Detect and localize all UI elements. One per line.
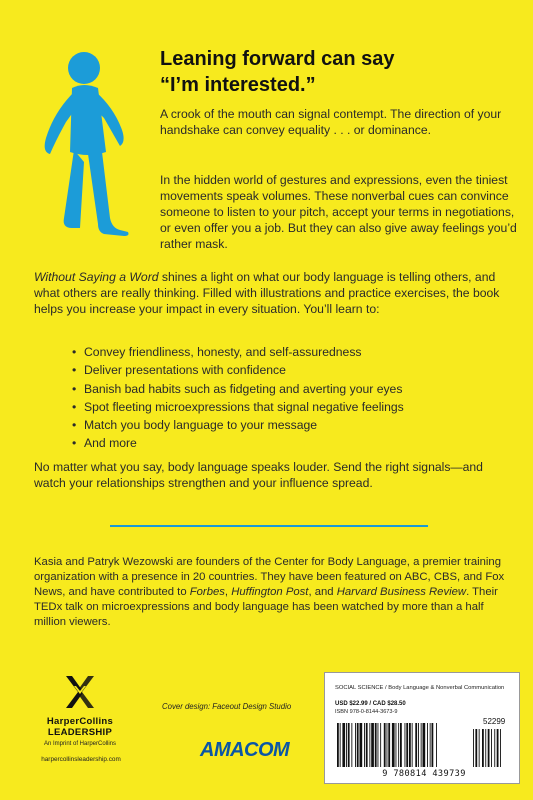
amacom-logo: AMACOM [200,739,290,761]
learning-list [72,343,512,453]
headline-line-1: Leaning forward can say [160,48,395,70]
publisher-name-line-2: LEADERSHIP [47,727,113,738]
list-item: • And more [72,434,512,452]
barcode-number: 9 780814 439739 [382,769,466,779]
list-item: • Deliver presentations with confidence [72,361,512,379]
barcode-price: USD $22.99 / CAD $28.50 [335,701,406,707]
headline-line-2: “I’m interested.” [160,74,316,96]
author-bio [34,555,510,630]
bio-hbr: Harvard Business Review [336,586,467,598]
publisher-imprint: An Imprint of HarperCollins [43,741,117,747]
barcode-icon [335,723,513,769]
section-divider [110,525,428,527]
publisher-name [30,716,130,738]
barcode-isbn: ISBN 978-0-8144-3673-9 [335,709,398,715]
barcode-supplement-number: 52299 [483,717,506,726]
headline [160,46,520,98]
publisher-name-line-1: HarperCollins [46,716,114,727]
bio-text-b: , and [308,586,337,598]
bio-text-a: Kasia and Patryk Wezowski are founders of the Center for Body Language, a premier training organization with a presence in 20 countries. They have been featured on ABC, CBS, and Fox News, and have contributed to [34,556,505,598]
figure-right-leg [88,152,129,236]
bio-text-c: . Their TEDx talk on microexpressions and body language has been watched by more than a half million viewers. [34,586,498,628]
barcode-category: SOCIAL SCIENCE / Body Language & Nonverbal Communication [335,685,505,691]
bio-sep: , [224,586,232,598]
list-item: • Banish bad habits such as fidgeting and averting your eyes [72,380,512,398]
bio-huffington: Huffington Post [231,586,309,598]
leaning-person-illustration [28,42,148,242]
intro-paragraph-2: In the hidden world of gestures and expressions, even the tiniest movements speak volumes. These nonverbal cues can convince someone to listen to your pitch, accept your terms in negotiations, or even offer you a job. But they can also give away feelings you’d rather mask. [160,173,517,251]
list-item: • Spot fleeting microexpressions that signal negative feelings [72,398,512,416]
cover-credit: Cover design: Faceout Design Studio [162,702,292,711]
description-paragraph [34,269,504,317]
harpercollins-logo-icon [62,672,98,714]
intro-paragraph-1: A crook of the mouth can signal contempt. The direction of your handshake can convey equality . . . or dominance. [160,107,502,137]
closing-paragraph: No matter what you say, body language speaks louder. Send the right signals—and watch your relationships strengthen and your influence spread. [34,460,483,490]
description-text: shines a light on what our body language is telling others, and what others are really thinking. Filled with illustrations and practice exercises, the book helps you increase your impact in every situation. You’ll learn to: [34,270,500,316]
bio-forbes: Forbes [189,586,225,598]
barcode-panel [324,672,520,784]
book-title: Without Saying a Word [34,270,159,284]
figure-head [68,52,100,84]
list-item: • Convey friendliness, honesty, and self-assuredness [72,343,512,361]
publisher-url: harpercollinsleadership.com [41,756,121,763]
figure-left-leg [64,150,84,228]
figure-torso [70,85,106,155]
list-item: • Match you body language to your message [72,416,512,434]
